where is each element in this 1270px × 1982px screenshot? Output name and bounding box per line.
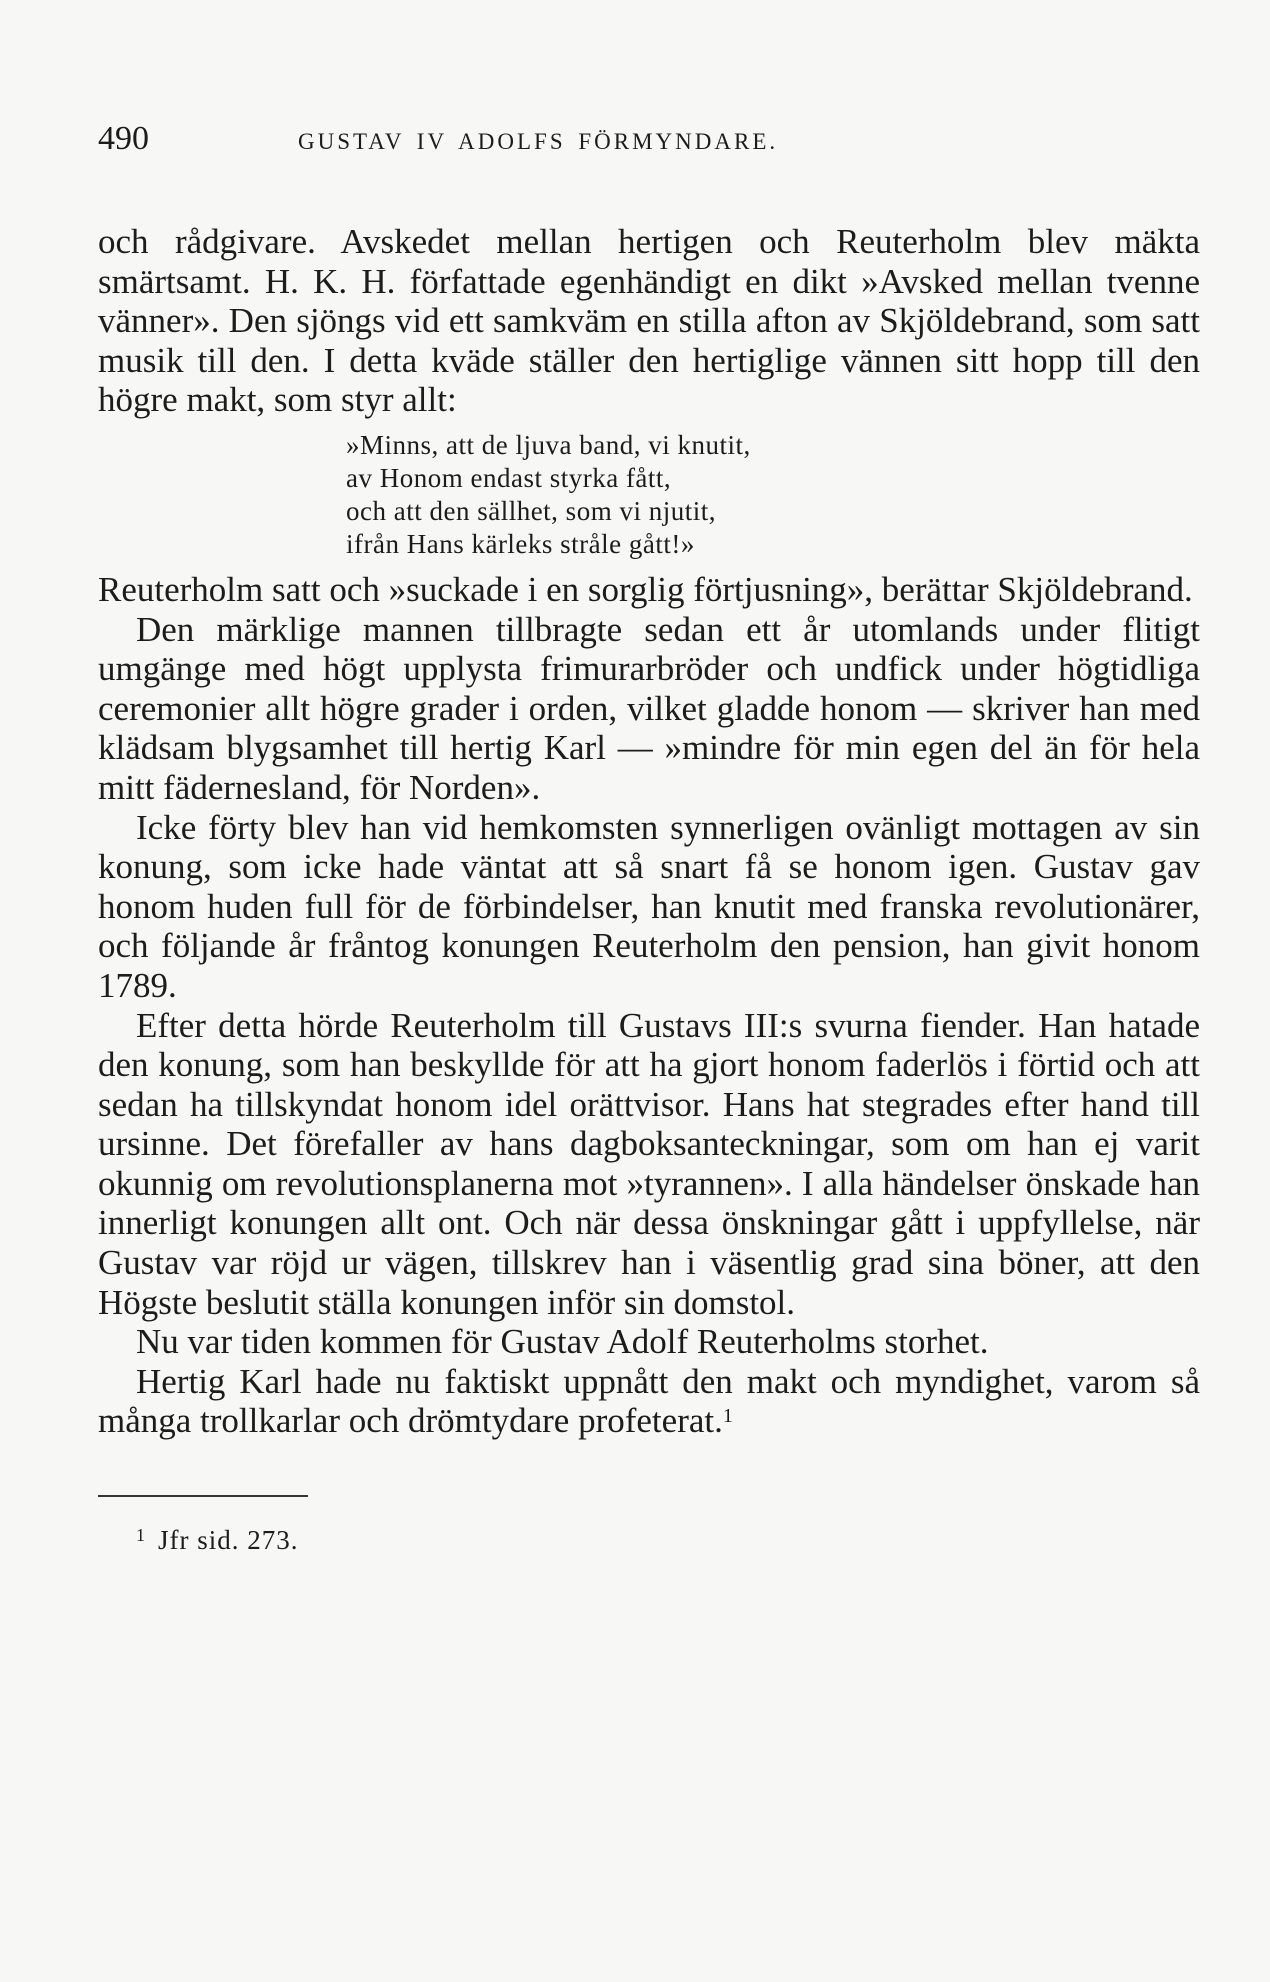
paragraph: och rådgivare. Avskedet mellan hertigen och Reuterholm blev mäkta smärtsamt. H. K. H. författade egenhändigt en dikt »Avsked mellan tvenne vänner». Den sjöngs vid ett samkväm en stilla afton av Skjöldebrand, som satt musik till den. I detta kväde ställer den hertiglige vännen sitt hopp till den högre makt, som styr allt:: [98, 222, 1200, 420]
verse-line: och att den sällhet, som vi njutit,: [346, 495, 716, 526]
footnote-reference[interactable]: 1: [722, 1405, 733, 1428]
footnote-mark: 1: [136, 1525, 146, 1546]
footnote: [136, 1525, 1200, 1556]
page-header: [98, 120, 1200, 164]
verse-quote: [346, 429, 1200, 561]
paragraph: Icke förty blev han vid hemkomsten synnerligen ovänligt mottagen av sin konung, som icke hade väntat att så snart få se honom igen. Gustav gav honom huden full för de förbindelser, han knutit med franska revolutionärer, och följande år fråntog konungen Reuterholm den pension, han givit honom 1789.: [98, 807, 1200, 1005]
page-number: 490: [98, 120, 149, 157]
footnote-divider: [98, 1495, 308, 1497]
paragraph: Efter detta hörde Reuterholm till Gustavs III:s svurna fiender. Han hatade den konung, som han beskyllde för att ha gjort honom faderlös i förtid och att sedan ha tillskyndat honom idel orättvisor. Hans hat stegrades efter hand till ursinne. Det förefaller av hans dagboksanteckningar, som om han ej varit okunnig om revolutionsplanerna mot »tyrannen». I alla händelser önskade han innerligt konungen allt ont. Och när dessa önskningar gått i uppfyllelse, när Gustav var röjd ur vägen, tillskrev han i väsentlig grad sina böner, att den Högste beslutit ställa konungen inför sin domstol.: [98, 1005, 1200, 1322]
paragraph-last: [98, 1362, 1200, 1441]
paragraph-text: Hertig Karl hade nu faktiskt uppnått den makt och myndighet, varom så många trollkarlar och drömtydare profeterat.: [98, 1361, 1200, 1441]
paragraph: Nu var tiden kommen för Gustav Adolf Reuterholms storhet.: [136, 1322, 989, 1362]
running-title: GUSTAV IV ADOLFS FÖRMYNDARE.: [298, 129, 779, 154]
verse-line: ifrån Hans kärleks stråle gått!»: [346, 528, 695, 559]
paragraph: Den märklige mannen tillbragte sedan ett år utomlands under flitigt umgänge med högt upplysta frimurarbröder och undfick under högtidliga ceremonier allt högre grader i orden, vilket gladde honom — skriver han med klädsam blygsamhet till hertig Karl — »mindre för min egen del än för hela mitt fädernesland, för Norden».: [98, 609, 1200, 807]
paragraph: Reuterholm satt och »suckade i en sorglig förtjusning», berättar Skjöldebrand.: [98, 569, 1193, 609]
footnote-text: Jfr sid. 273.: [158, 1525, 299, 1556]
verse-line: av Honom endast styrka fått,: [346, 462, 672, 493]
body-text: [98, 222, 1200, 1441]
verse-line: »Minns, att de ljuva band, vi knutit,: [346, 429, 751, 460]
